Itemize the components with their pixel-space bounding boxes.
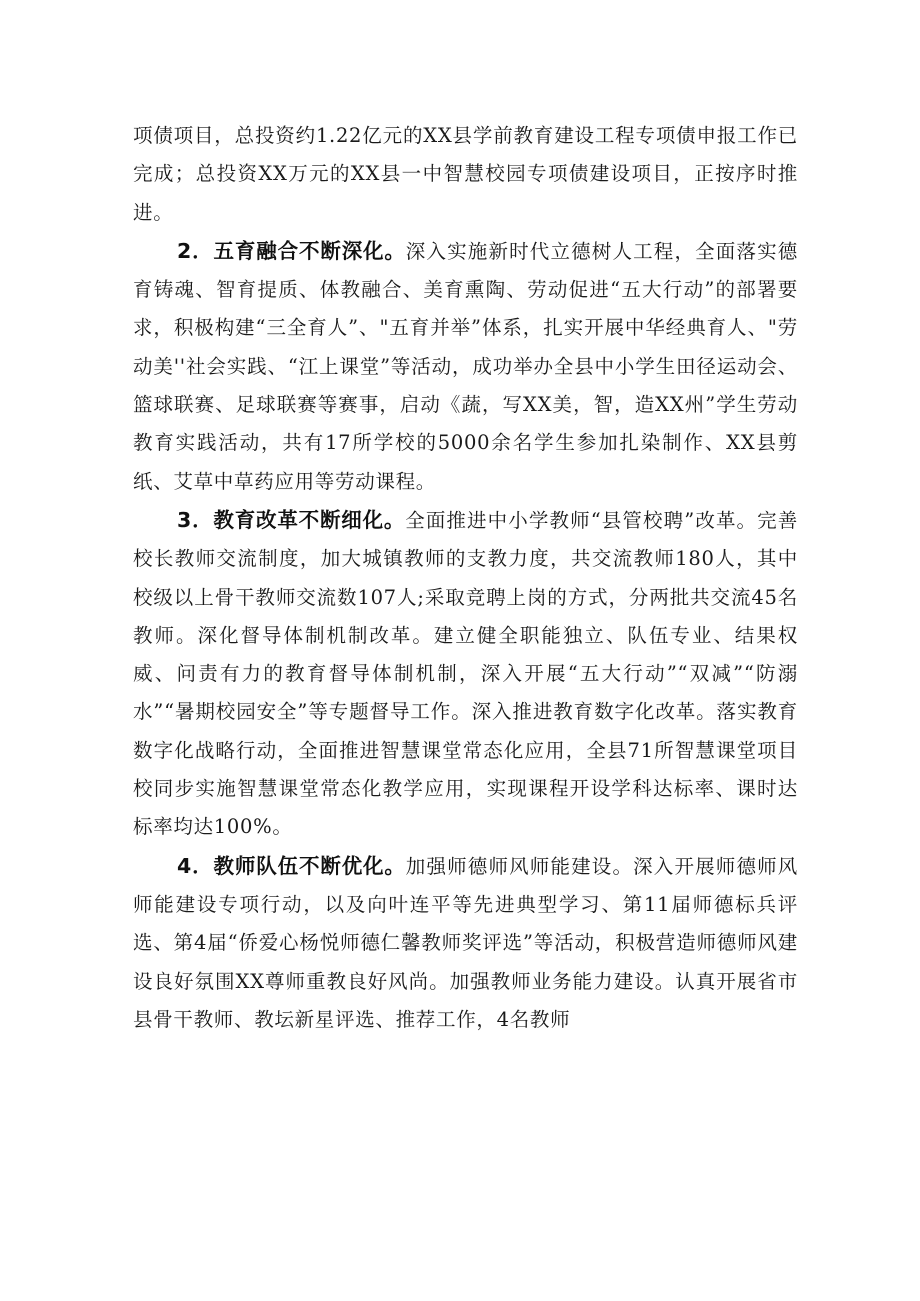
paragraph-text: 深入实施新时代立德树人工程，全面落实德育铸魂、智育提质、体教融合、美育熏陶、劳动促进“五大行动”的部署要求，积极构建“三全育人”、"五育并举”体系，扎实开展中华经典育人、"劳动美''社会实践、“江上课堂”等活动，成功举办全县中小学生田径运动会、篮球联赛、足球联赛等赛事，启动《蔬，写XX美，智，造XX州”学生劳动教育实践活动，共有17所学校的5000余名学生参加扎染制作、XX县剪纸、艾草中草药应用等劳动课程。 [133, 239, 798, 493]
paragraph-teacher-team [133, 847, 798, 1039]
paragraph-text: 加强师德师风师能建设。深入开展师德师风师能建设专项行动，以及向叶连平等先进典型学习、第11届师德标兵评选、第4届“侨爱心杨悦师德仁馨教师奖评选”等活动，积极营造师德师风建设良好氛围XX尊师重教良好风尚。加强教师业务能力建设。认真开展省市县骨干教师、教坛新星评选、推荐工作，4名教师 [133, 854, 798, 1031]
paragraph-text: 全面推进中小学教师“县管校聘”改革。完善校长教师交流制度，加大城镇教师的支教力度，共交流教师180人，其中校级以上骨干教师交流数107人;采取竞聘上岗的方式，分两批共交流45名教师。深化督导体制机制改革。建立健全职能独立、队伍专业、结果权威、问责有力的教育督导体制机制，深入开展“五大行动”“双减”“防溺水”“暑期校园安全”等专题督导工作。深入推进教育数字化改革。落实教育数字化战略行动，全面推进智慧课堂常态化应用，全县71所智慧课堂项目校同步实施智慧课堂常态化教学应用，实现课程开设学科达标率、课时达标率均达100%。 [133, 508, 798, 839]
paragraph-five-education-integration [133, 232, 798, 501]
section-heading: 4．教师队伍不断优化。 [177, 853, 406, 878]
section-heading: 3．教育改革不断细化。 [177, 507, 406, 532]
paragraph-text: 项债项目，总投资约1.22亿元的XX县学前教育建设工程专项债申报工作已完成；总投资XX万元的XX县一中智慧校园专项债建设项目，正按序时推进。 [133, 124, 798, 224]
document-body [133, 117, 798, 1039]
section-heading: 2．五育融合不断深化。 [177, 238, 406, 263]
paragraph-education-reform [133, 501, 798, 847]
paragraph-continuation [133, 117, 798, 232]
